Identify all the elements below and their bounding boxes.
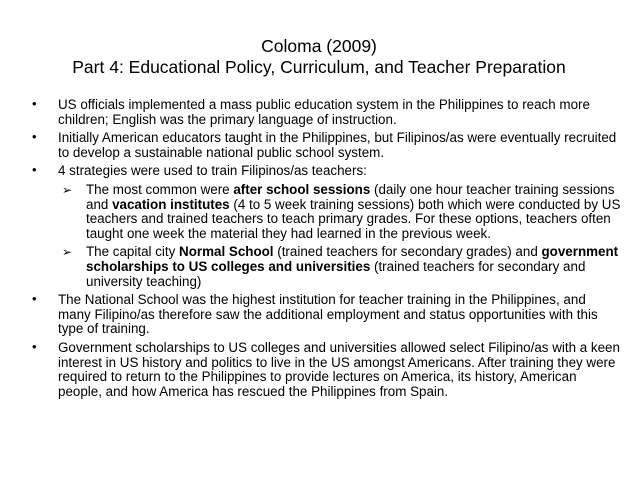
- bullet-item: [32, 164, 622, 179]
- emphasis-normal-school: Normal School: [179, 244, 274, 260]
- sub-text: The capital city Normal School (trained teachers for secondary grades) and government scholarships to US colleges and universities (trained teachers for secondary and university teaching): [86, 244, 619, 289]
- bullet-icon: •: [32, 338, 37, 354]
- bullet-text: Government scholarships to US colleges and universities allowed select Filipino/as with a keen interest in US history and politics to live in the US amongst Americans. After training they were required to return to the Philippines to provide lectures on America, its history, American people, and how America has rescued the Philippines from Spain.: [58, 339, 620, 399]
- emphasis-vacation-institutes: vacation institutes: [112, 196, 230, 212]
- slide-body: [32, 98, 622, 403]
- bullet-text: US officials implemented a mass public education system in the Philippines to reach more children; English was the primary language of instruction.: [58, 97, 590, 127]
- bullet-icon: •: [32, 291, 37, 307]
- slide-title: [0, 36, 638, 78]
- bullet-text: Initially American educators taught in the Philippines, but Filipinos/as were eventually recruited to develop a sustainable national public school system.: [58, 130, 617, 160]
- sub-bullet-item: [32, 245, 622, 289]
- arrow-bullet-icon: ➢: [62, 245, 73, 260]
- arrow-bullet-icon: ➢: [62, 182, 73, 197]
- bullet-item: [32, 338, 622, 399]
- bullet-item: [32, 293, 622, 337]
- emphasis-government-scholarships: government scholarships to US colleges and universities: [86, 244, 619, 274]
- title-line-1: Coloma (2009): [261, 36, 377, 56]
- bullet-icon: •: [32, 162, 37, 178]
- title-line-2: Part 4: Educational Policy, Curriculum, and Teacher Preparation: [72, 57, 566, 77]
- emphasis-after-school-sessions: after school sessions: [233, 181, 371, 197]
- sub-text: The most common were after school sessions (daily one hour teacher training sessions and vacation institutes (4 to 5 week training sessions) both which were conducted by US teachers and trained teachers to teach primary grades. For these options, teachers often taught one week the material they had learned in the previous week.: [86, 181, 621, 241]
- bullet-text: The National School was the highest institution for teacher training in the Philippines, and many Filipino/as therefore saw the additional employment and status opportunities with this type of training.: [58, 292, 598, 337]
- bullet-icon: •: [32, 96, 37, 111]
- bullet-icon: •: [32, 129, 37, 145]
- bullet-text: 4 strategies were used to train Filipinos/as teachers:: [58, 163, 367, 179]
- sub-bullet-item: [32, 183, 622, 241]
- bullet-item: [32, 98, 622, 127]
- bullet-item: [32, 131, 622, 160]
